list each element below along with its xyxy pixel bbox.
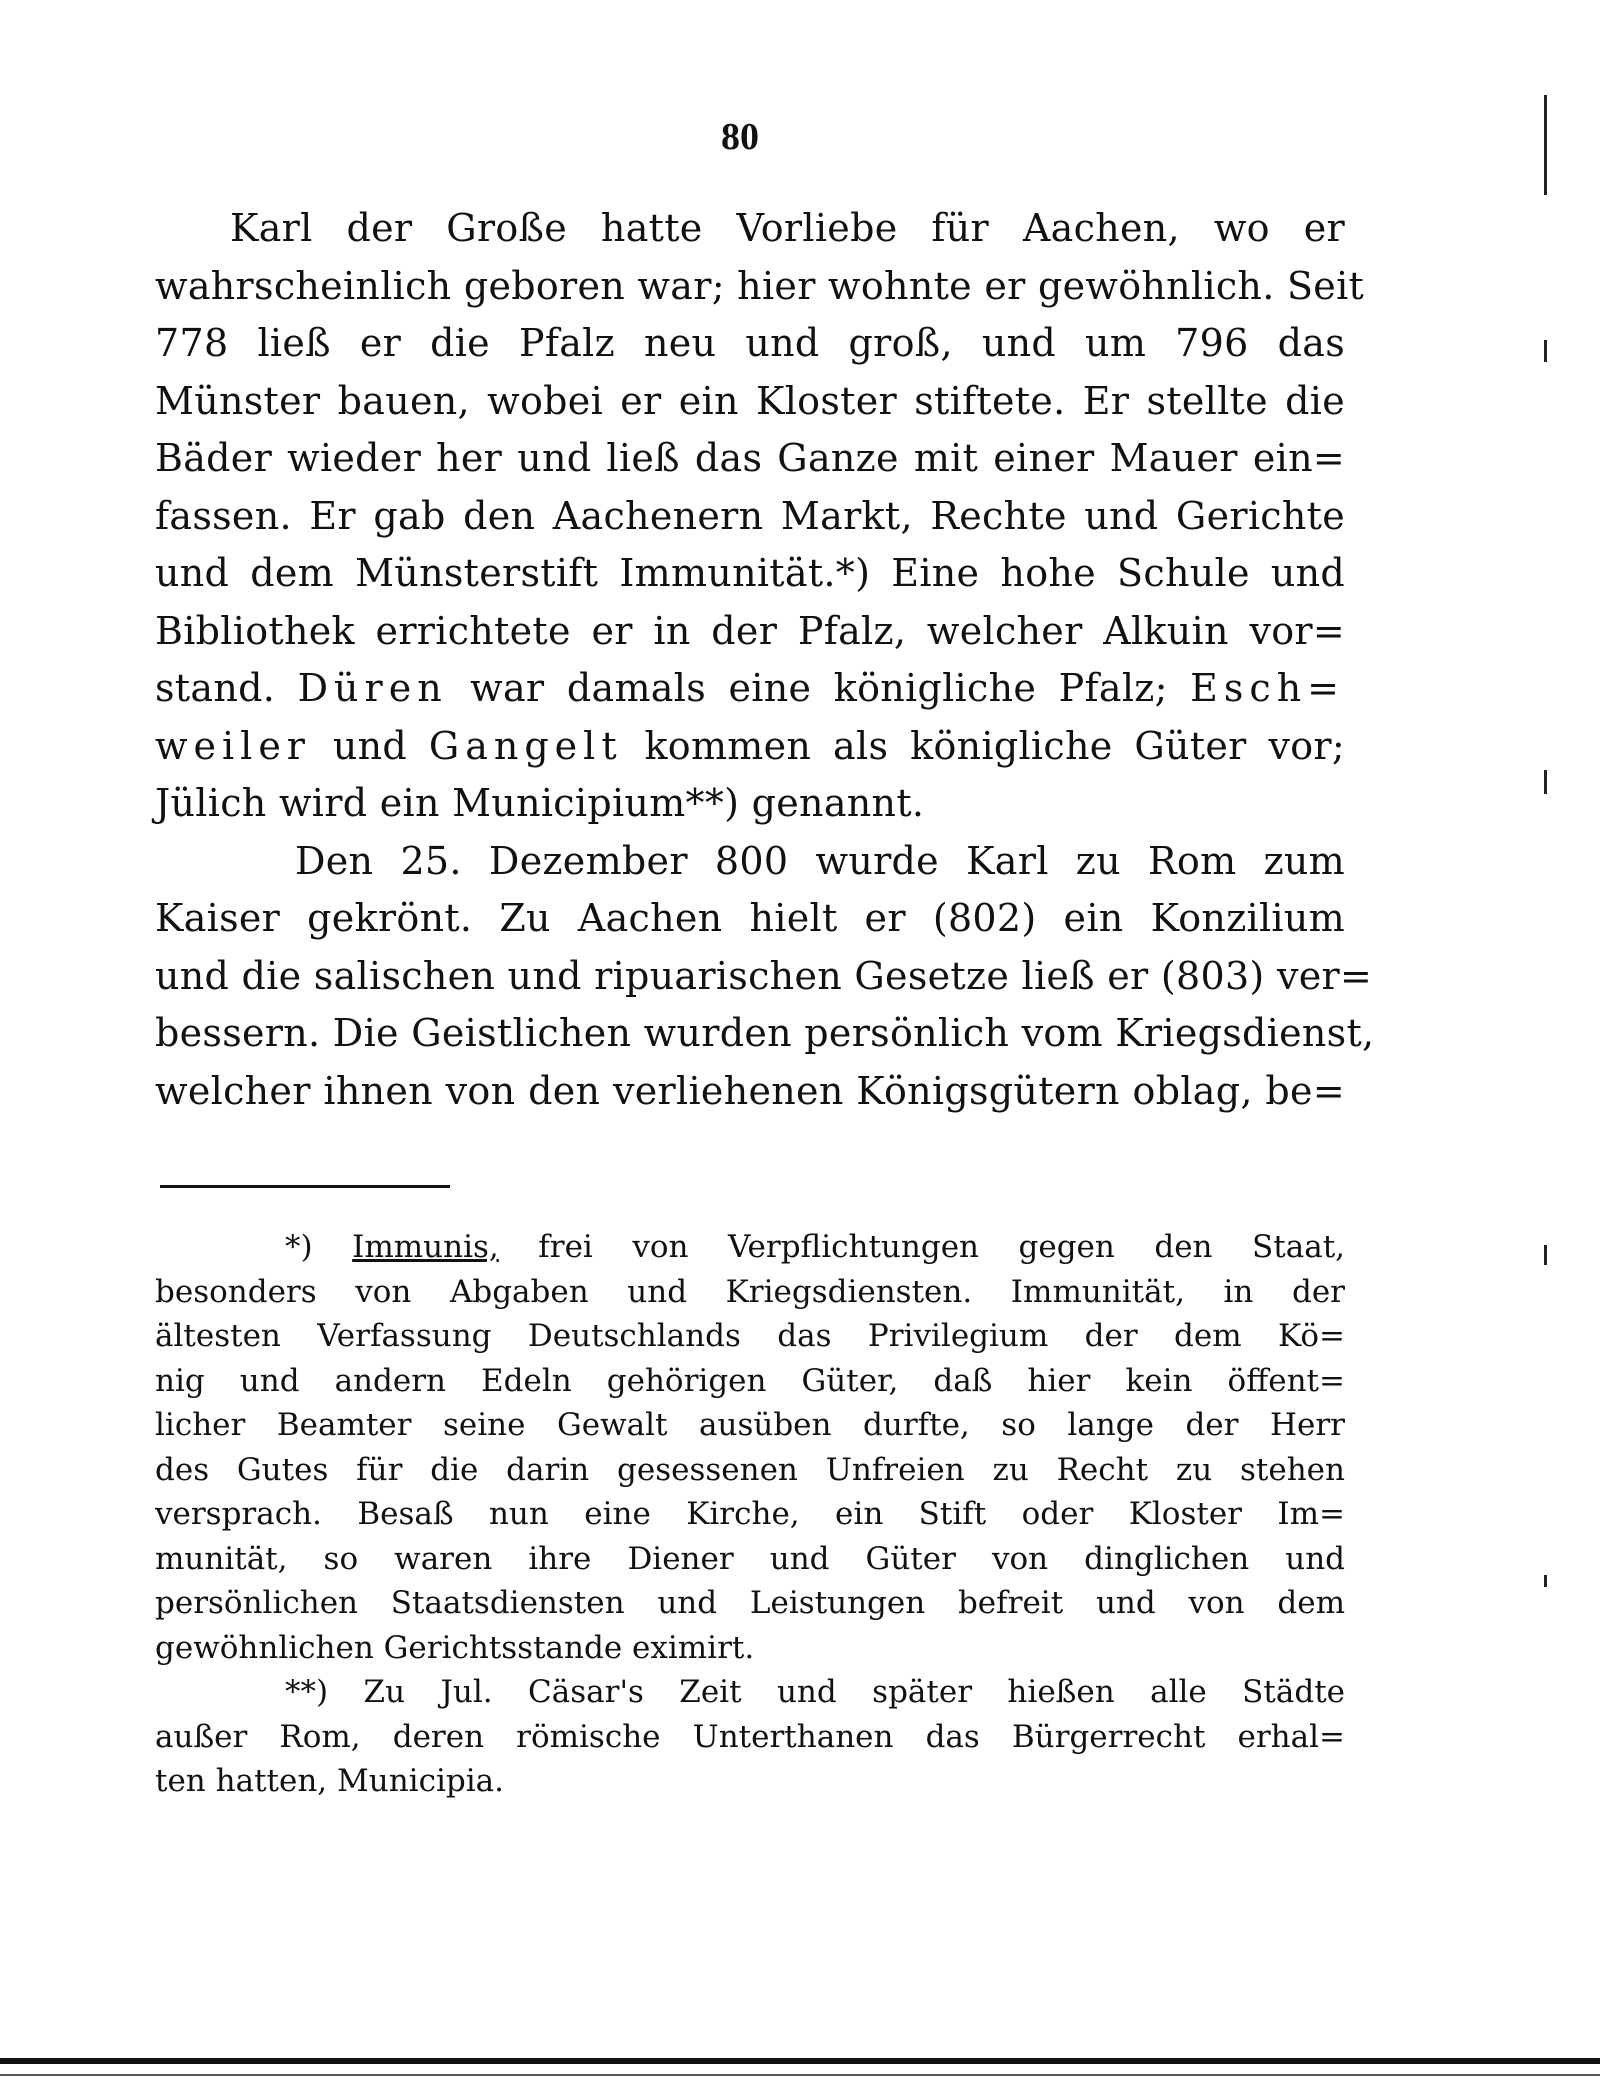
footnote-line: munität, so waren ihre Diener und Güter von dinglichen und xyxy=(155,1540,1345,1577)
footnotes xyxy=(155,1225,1345,1804)
text-line: Bäder wieder her und ließ das Ganze mit einer Mauer ein= xyxy=(155,436,1345,480)
footnote-line: ten hatten, Municipia. xyxy=(155,1763,504,1799)
text-line: und dem Münsterstift Immunität.*) Eine hohe Schule und xyxy=(155,551,1345,595)
footnote-marker: **) xyxy=(285,1674,329,1710)
binding-edge-mark xyxy=(1544,770,1547,794)
text-line: wahrscheinlich geboren war; hier wohnte er gewöhnlich. Seit xyxy=(155,263,1365,308)
page-number: 80 xyxy=(721,116,759,158)
footnote-line: des Gutes für die darin gesessenen Unfreien zu Recht zu stehen xyxy=(155,1451,1345,1488)
text-line: und die salischen und ripuarischen Gesetze ließ er (803) ver= xyxy=(155,953,1373,998)
footnote-text: frei von Verpflichtungen gegen den Staat, xyxy=(538,1229,1346,1265)
spaced-emphasis: Gangelt xyxy=(428,723,623,768)
text-line: 778 ließ er die Pfalz neu und groß, und um 796 das xyxy=(155,321,1345,365)
text-line: Münster bauen, wobei er ein Kloster stiftete. Er stellte die xyxy=(155,378,1345,423)
binding-edge-mark xyxy=(1544,340,1547,362)
spaced-emphasis: weiler xyxy=(155,723,311,768)
text-line: welcher ihnen von den verliehenen Königsgütern oblag, be= xyxy=(155,1068,1345,1113)
text-line: Jülich wird ein Municipium**) genannt. xyxy=(155,781,925,825)
text-line: Karl der Große hatte Vorliebe für Aachen, wo er xyxy=(230,206,1345,250)
text-line: Bibliothek errichtete er in der Pfalz, welcher Alkuin vor= xyxy=(155,608,1345,653)
footnote-marker: *) xyxy=(285,1229,313,1265)
binding-edge-mark xyxy=(1544,95,1547,195)
main-text xyxy=(155,200,1375,1120)
footnote-line: außer Rom, deren römische Unterthanen das Bürgerrecht erhal= xyxy=(155,1718,1345,1755)
footnote-2-first-line xyxy=(155,1670,1345,1715)
spaced-emphasis: Düren xyxy=(297,666,448,710)
text-line: Kaiser gekrönt. Zu Aachen hielt er (802) ein Konzilium xyxy=(155,896,1345,940)
bottom-border xyxy=(0,2058,1600,2064)
text-line: Den 25. Dezember 800 wurde Karl zu Rom zum xyxy=(295,838,1345,883)
footnote-line: besonders von Abgaben und Kriegsdiensten. Immunität, in der xyxy=(155,1273,1345,1310)
bottom-border-thin xyxy=(0,2074,1600,2076)
footnote-term: Immunis, xyxy=(352,1229,499,1265)
footnote-line: versprach. Besaß nun eine Kirche, ein Stift oder Kloster Im= xyxy=(155,1496,1345,1532)
binding-edge-mark xyxy=(1544,1575,1547,1587)
text-line: fassen. Er gab den Aachenern Markt, Rechte und Gerichte xyxy=(155,493,1345,538)
footnote-line: persönlichen Staatsdiensten und Leistungen befreit und von dem xyxy=(155,1585,1345,1621)
footnote-1-first-line xyxy=(155,1225,1345,1270)
text-line: bessern. Die Geistlichen wurden persönlich vom Kriegsdienst, xyxy=(155,1011,1375,1055)
footnote-separator xyxy=(160,1185,450,1188)
footnote-line: licher Beamter seine Gewalt ausüben durfte, so lange der Herr xyxy=(155,1407,1345,1443)
footnote-text: Zu Jul. Cäsar's Zeit und später hießen alle Städte xyxy=(363,1674,1345,1710)
spaced-emphasis: Esch= xyxy=(1190,666,1346,710)
binding-edge-mark xyxy=(1544,1245,1547,1265)
text-line: stand. Düren war damals eine königliche Pfalz; Esch= xyxy=(155,666,1346,710)
text-line: weiler und Gangelt kommen als königliche Güter vor; xyxy=(155,723,1345,768)
footnote-line: ältesten Verfassung Deutschlands das Privilegium der dem Kö= xyxy=(155,1318,1345,1354)
footnote-line: gewöhnlichen Gerichtsstande eximirt. xyxy=(155,1629,755,1666)
footnote-line: nig und andern Edeln gehörigen Güter, daß hier kein öffent= xyxy=(155,1362,1345,1399)
